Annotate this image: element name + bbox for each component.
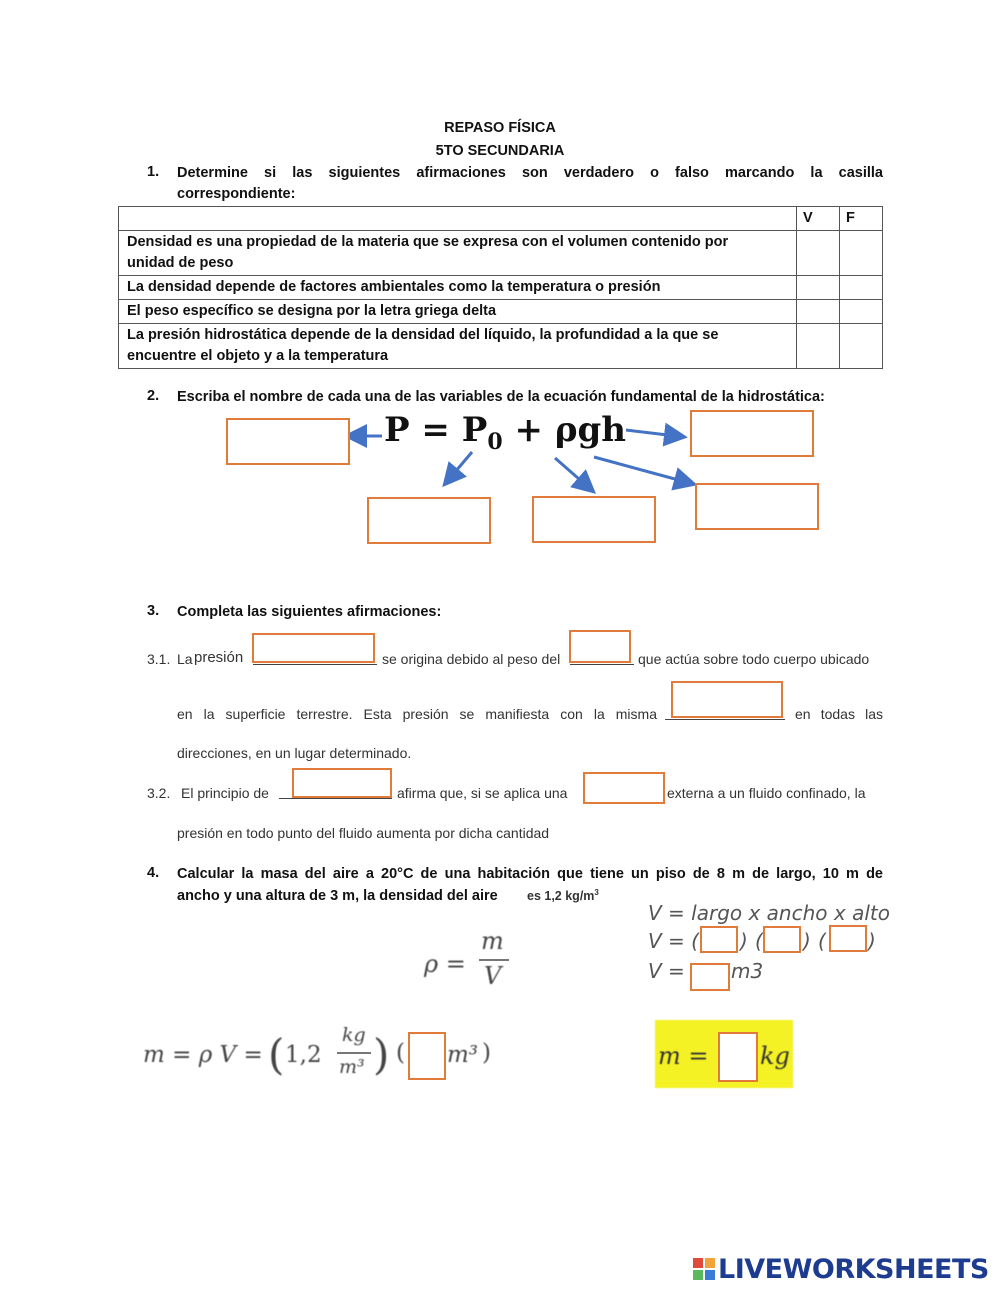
answer-box-s31-3[interactable] [671,681,783,718]
answer-box-rho[interactable] [690,410,814,457]
mass-unit-numerator: kg [342,1024,366,1046]
statement-text: La presión hidrostática depende de la densidad del líquido, la profundidad a la que se [127,327,719,343]
answer-box-volume[interactable] [690,963,730,991]
s31-line3: direcciones, en un lugar determinado. [177,745,412,761]
volume-paren: ( [818,929,826,953]
fraction-bar [337,1052,371,1054]
rho-denominator: V [484,962,502,990]
statement-text: Densidad es una propiedad de la materia que se expresa con el volumen contenido por [127,234,729,250]
paren-close: ) [373,1030,390,1079]
s31-text-c: que actúa sobre todo cuerpo ubicado [638,651,870,667]
v-column-header: V [797,207,840,231]
worksheet-subtitle: 5TO SECUNDARIA [435,143,565,159]
formula-equals: = [421,410,450,450]
formula-p0-subscript: 0 [487,428,503,455]
q4-number: 4. [147,865,160,881]
arrow-to-g-box [555,458,587,486]
volume-line2-start: V = ( [648,929,699,953]
answer-box-s32-1[interactable] [292,768,392,798]
answer-box-length[interactable] [700,926,738,953]
volume-line3-start: V = [648,959,685,983]
rho-lhs: ρ = [424,950,466,978]
q4-density-value [527,888,599,903]
q1-text-line2: correspondiente: [177,186,296,202]
answer-box-h[interactable] [695,483,819,530]
volume-formula: V = largo x ancho x alto [648,901,890,925]
s31-word-presion: presión [194,649,244,666]
statement-text: El peso específico se designa por la letra griega delta [127,303,497,319]
formula-pressure: P [384,410,410,450]
q4-text-line1: Calcular la masa del aire a 20°C de una habitación que tiene un piso de 8 m de largo, 10 m de [177,866,883,882]
q3-number: 3. [147,603,160,619]
q1-number: 1. [147,164,160,180]
s32-line2: presión en todo punto del fluido aumenta por dicha cantidad [177,825,550,841]
blank-line [279,798,392,799]
answer-box-p0[interactable] [367,497,491,544]
formula-p0: P [461,410,488,450]
mass-lhs: m = ρ V = [143,1042,263,1068]
arrow-to-h-box [594,457,686,482]
formula-arrows [0,0,1000,600]
answer-box-s31-1[interactable] [252,633,375,663]
paren-close: ) [482,1040,491,1066]
s32-number: 3.2. [147,785,171,801]
statement-text: encuentre el objeto y a la temperatura [127,348,389,364]
volume-paren: ( [755,929,763,953]
s32-text-c: externa a un fluido confinado, la [667,785,866,801]
arrow-to-rho-box [626,430,676,436]
statement-text: unidad de peso [127,255,234,271]
answer-box-s32-2[interactable] [583,772,665,804]
volume-paren: ) [803,929,811,953]
result-lhs: m = [658,1042,709,1070]
s31-text-b: se origina debido al peso del [382,651,561,667]
mass-unit-denominator: m³ [339,1056,365,1078]
result-unit: kg [760,1042,790,1070]
liveworksheets-logo-icon [693,1258,715,1280]
q4-text-line2: ancho y una altura de 3 m, la densidad del aire [177,888,498,904]
arrow-to-p0-box [450,452,472,478]
f-column-header: F [840,207,883,231]
answer-box-g[interactable] [532,496,656,543]
paren-open: ( [396,1040,405,1066]
answer-box-height[interactable] [829,925,867,952]
mass-value: 1,2 [285,1042,322,1068]
rho-numerator: m [481,927,504,955]
s31-line2-b: en todas las [795,706,883,722]
density-text: es 1,2 kg/m [527,889,595,904]
blank-line [570,664,634,665]
s31-line2-a: en la superficie terrestre. Esta presión se manifiesta con la misma [177,706,657,722]
s31-number: 3.1. [147,651,171,667]
mass-volume-unit: m³ [447,1042,479,1068]
s32-text-b: afirma que, si se aplica una [397,785,568,801]
volume-unit: m3 [731,959,764,983]
answer-box-p[interactable] [226,418,350,465]
formula-plus: + [514,410,543,450]
answer-box-width[interactable] [763,926,801,953]
liveworksheets-logo-text: LIVEWORKSHEETS [718,1254,989,1285]
worksheet-title: REPASO FÍSICA [444,120,556,136]
q2-number: 2. [147,388,160,404]
answer-box-s31-2[interactable] [569,630,631,663]
blank-line [665,719,785,720]
s31-text-a: La [177,651,193,667]
paren-open: ( [268,1030,285,1079]
q1-text-line1: Determine si las siguientes afirmaciones son verdadero o falso marcando la casilla [177,165,883,181]
blank-line [253,664,377,665]
formula-rho-g-h: ρgh [554,410,626,450]
answer-box-mass-result[interactable] [718,1032,758,1082]
volume-paren: ) [868,929,876,953]
statement-text: La densidad depende de factores ambientales como la temperatura o presión [127,279,661,295]
density-exponent: 3 [594,888,599,897]
q3-text: Completa las siguientes afirmaciones: [177,604,442,620]
s32-text-a: El principio de [181,785,269,801]
fraction-bar [479,959,509,961]
answer-box-mass-volume[interactable] [408,1032,446,1080]
q2-text: Escriba el nombre de cada una de las variables de la ecuación fundamental de la hidrostática: [177,389,825,405]
volume-paren: ) [740,929,748,953]
